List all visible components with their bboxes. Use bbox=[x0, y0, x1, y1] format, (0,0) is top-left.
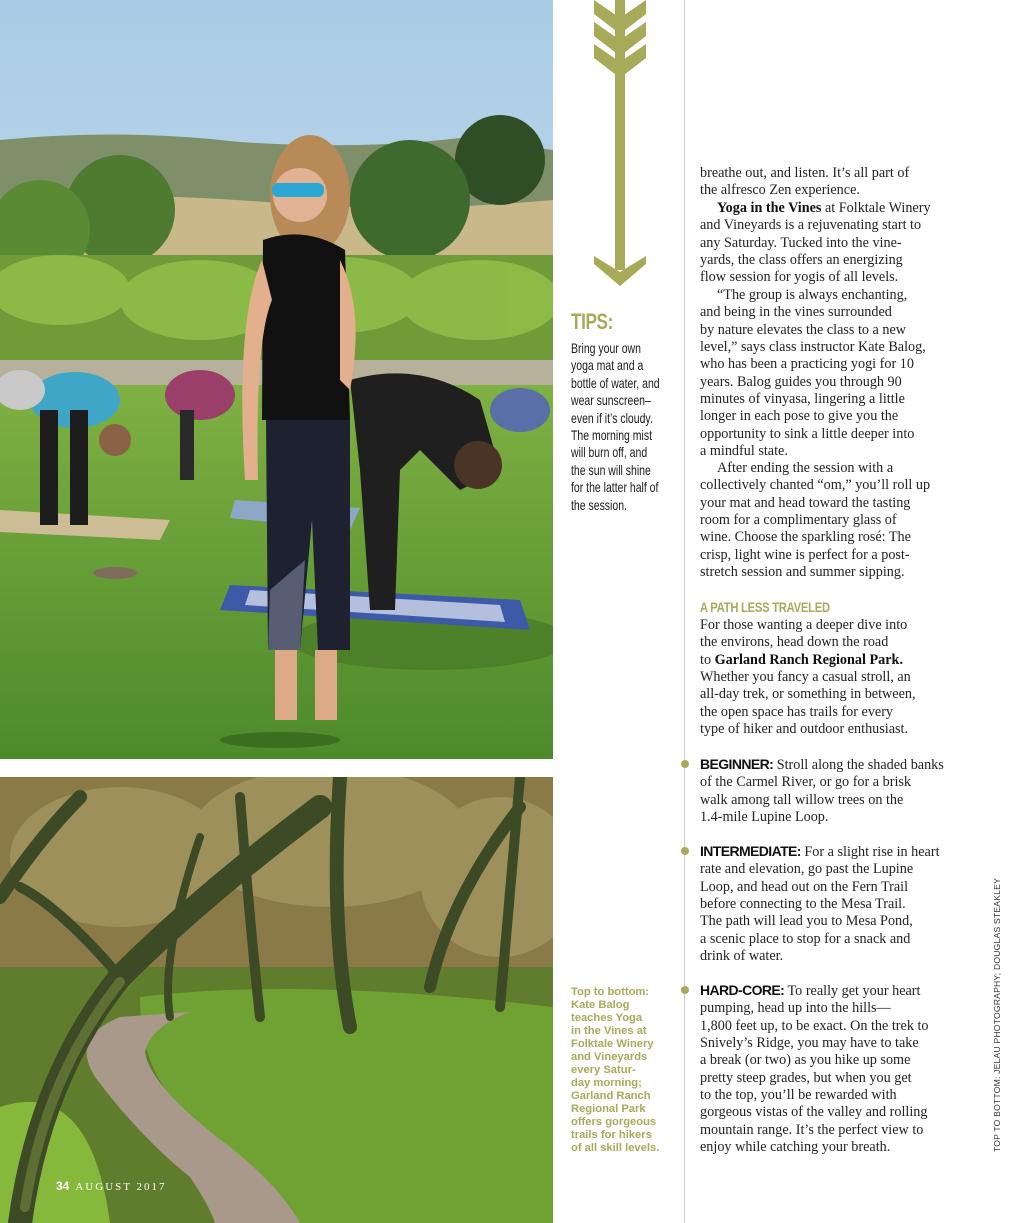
tips-line: even if it’s cloudy. bbox=[571, 410, 653, 426]
text-line: the open space has trails for every bbox=[700, 703, 894, 720]
text-line: level,” says class instructor Kate Balog, bbox=[700, 339, 926, 356]
garland-ranch-trail-photo bbox=[0, 777, 553, 1223]
down-arrow-icon bbox=[590, 0, 650, 290]
bullet-dot bbox=[681, 760, 689, 768]
text-fragment: to bbox=[700, 651, 715, 668]
photo-credit: TOP TO BOTTOM: JELAU PHOTOGRAPHY; DOUGLAS STEAKLEY bbox=[992, 877, 1002, 1152]
text-line: minutes of vinyasa, lingering a little bbox=[700, 391, 905, 408]
text-line: who has been a practicing yogi for 10 bbox=[700, 356, 914, 373]
caption-line: Garland Ranch bbox=[571, 1090, 651, 1102]
tips-line: the sun will shine bbox=[571, 462, 651, 478]
text-line: “The group is always enchanting, bbox=[717, 287, 908, 303]
text-line bbox=[700, 756, 944, 774]
text-line: the alfresco Zen experience. bbox=[700, 182, 860, 199]
text-line: years. Balog guides you through 90 bbox=[700, 373, 902, 390]
bullet-dot bbox=[681, 847, 689, 855]
text-line: to the top, you’ll be rewarded with bbox=[700, 1087, 897, 1104]
garland-ranch-name: Garland Ranch Regional Park. bbox=[714, 651, 903, 668]
text-line: breathe out, and listen. It’s all part of bbox=[700, 165, 910, 181]
tips-line: will burn off, and bbox=[571, 445, 648, 461]
text-line: walk among tall willow trees on the bbox=[700, 791, 904, 808]
article-paragraph-1 bbox=[700, 165, 909, 200]
caption-line: Kate Balog bbox=[571, 999, 630, 1011]
intermediate-label: INTERMEDIATE: bbox=[700, 843, 801, 859]
article-paragraph-2 bbox=[700, 200, 931, 287]
text-line: yards, the class offers an energizing bbox=[700, 252, 903, 269]
text-line: opportunity to sink a little deeper into bbox=[700, 425, 915, 442]
text-line: For those wanting a deeper dive into bbox=[700, 617, 908, 633]
text-line: mountain range. It’s the perfect view to bbox=[700, 1121, 924, 1138]
text-line: longer in each pose to give you the bbox=[700, 408, 899, 425]
text-line: pretty steep grades, but when you get bbox=[700, 1069, 912, 1086]
caption-line: Top to bottom: bbox=[571, 986, 650, 998]
text-line: a mindful state. bbox=[700, 443, 788, 460]
tips-line: for the latter half of bbox=[571, 480, 659, 496]
tips-heading: TIPS: bbox=[571, 309, 613, 334]
text-line: pumping, head up into the hills— bbox=[700, 1000, 891, 1017]
text-fragment: To really get your heart bbox=[784, 983, 921, 999]
text-line: your mat and head toward the tasting bbox=[700, 494, 911, 511]
text-line: enjoy while catching your breath. bbox=[700, 1139, 891, 1156]
text-fragment: Stroll along the shaded banks bbox=[773, 757, 944, 773]
article-paragraph-4 bbox=[700, 460, 930, 581]
text-line: and Vineyards is a rejuvenating start to bbox=[700, 217, 922, 234]
photo-caption bbox=[571, 986, 681, 1155]
text-line: a scenic place to stop for a snack and bbox=[700, 930, 911, 947]
text-line: drink of water. bbox=[700, 948, 784, 965]
tips-line: the session. bbox=[571, 497, 627, 513]
yoga-in-the-vines-name: Yoga in the Vines bbox=[717, 200, 822, 216]
text-line: before connecting to the Mesa Trail. bbox=[700, 896, 906, 913]
article-paragraph-5 bbox=[700, 617, 916, 738]
text-line: collectively chanted “om,” you’ll roll up bbox=[700, 477, 931, 494]
text-fragment: For a slight rise in heart bbox=[800, 844, 940, 860]
text-line: gorgeous vistas of the valley and rolling bbox=[700, 1104, 928, 1121]
caption-line: every Satur- bbox=[571, 1064, 636, 1076]
text-line: After ending the session with a bbox=[717, 460, 894, 476]
caption-line: teaches Yoga bbox=[571, 1012, 643, 1024]
text-line: and being in the vines surrounded bbox=[700, 304, 892, 321]
caption-line: Regional Park bbox=[571, 1103, 646, 1115]
text-line: room for a complimentary glass of bbox=[700, 512, 897, 529]
text-line bbox=[700, 843, 940, 861]
text-line: the environs, head down the road bbox=[700, 634, 889, 651]
tips-line: Bring your own bbox=[571, 341, 641, 356]
caption-line: of all skill levels. bbox=[571, 1142, 660, 1154]
tips-line: wear sunscreen– bbox=[571, 393, 651, 409]
section-subhead: A PATH LESS TRAVELED bbox=[700, 599, 830, 615]
page-folio bbox=[56, 1179, 167, 1193]
text-line: of the Carmel River, or go for a brisk bbox=[700, 774, 912, 791]
text-line: rate and elevation, go past the Lupine bbox=[700, 861, 914, 878]
text-line: The path will lead you to Mesa Pond, bbox=[700, 913, 913, 930]
text-line: type of hiker and outdoor enthusiast. bbox=[700, 721, 909, 738]
hardcore-label: HARD-CORE: bbox=[700, 982, 785, 998]
text-line: 1,800 feet up, to be exact. On the trek to bbox=[700, 1017, 929, 1034]
issue-date: AUGUST 2017 bbox=[75, 1181, 167, 1193]
tips-text bbox=[571, 340, 668, 514]
text-line bbox=[700, 982, 929, 1000]
beginner-section bbox=[700, 756, 944, 826]
text-line: Loop, and head out on the Fern Trail bbox=[700, 878, 909, 895]
caption-line: trails for hikers bbox=[571, 1129, 652, 1141]
text-line: all-day trek, or something in between, bbox=[700, 686, 916, 703]
text-line: wine. Choose the sparkling rosé: The bbox=[700, 529, 911, 546]
text-line: stretch session and summer sipping. bbox=[700, 564, 905, 581]
text-line: crisp, light wine is perfect for a post- bbox=[700, 546, 910, 563]
caption-line: in the Vines at bbox=[571, 1025, 647, 1037]
page-number: 34 bbox=[56, 1179, 70, 1193]
text-line: flow session for yogis of all levels. bbox=[700, 269, 899, 286]
column-divider bbox=[684, 0, 685, 1223]
text-line: 1.4-mile Lupine Loop. bbox=[700, 809, 829, 826]
text-line: a break (or two) as you hike up some bbox=[700, 1052, 911, 1069]
text-line: any Saturday. Tucked into the vine- bbox=[700, 234, 902, 251]
caption-line: day morning; bbox=[571, 1077, 642, 1089]
text-line bbox=[700, 652, 916, 669]
article-paragraph-3 bbox=[700, 287, 926, 460]
beginner-label: BEGINNER: bbox=[700, 756, 774, 772]
bullet-dot bbox=[681, 986, 689, 994]
caption-line: and Vineyards bbox=[571, 1051, 648, 1063]
yoga-in-vines-photo bbox=[0, 0, 553, 759]
text-line: Whether you fancy a casual stroll, an bbox=[700, 669, 911, 686]
caption-line: offers gorgeous bbox=[571, 1116, 657, 1128]
intermediate-section bbox=[700, 843, 940, 965]
tips-line: yoga mat and a bbox=[571, 358, 644, 374]
hardcore-section bbox=[700, 982, 929, 1156]
text-line bbox=[700, 200, 931, 217]
caption-line: Folktale Winery bbox=[571, 1038, 654, 1050]
text-line: Snively’s Ridge, you may have to take bbox=[700, 1035, 919, 1052]
text-fragment: at Folktale Winery bbox=[821, 200, 931, 216]
tips-line: bottle of water, and bbox=[571, 375, 660, 391]
tips-line: The morning mist bbox=[571, 428, 652, 444]
text-line: by nature elevates the class to a new bbox=[700, 321, 907, 338]
